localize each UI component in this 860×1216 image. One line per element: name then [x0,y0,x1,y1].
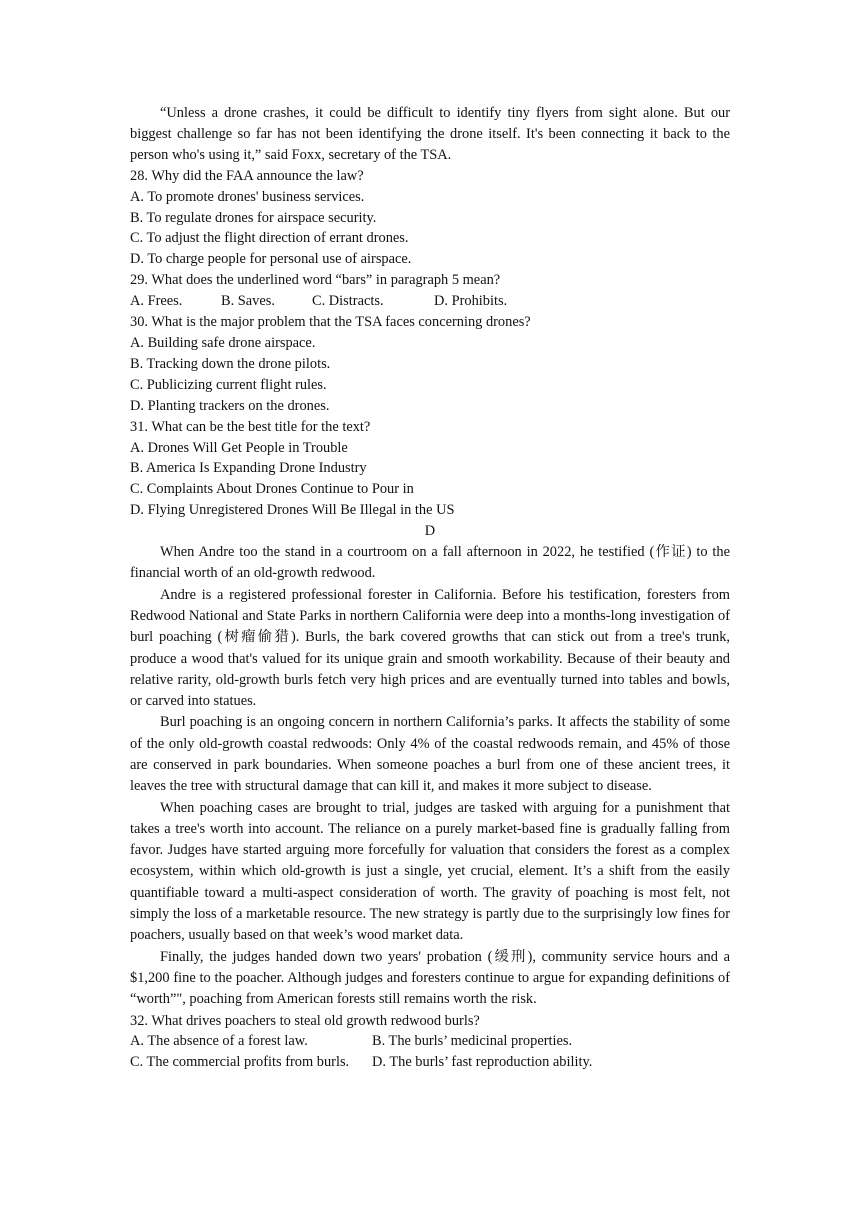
passage-d-paragraph-3: Burl poaching is an ongoing concern in northern California’s parks. It affects the stability of some of the only old-growth coastal redwoods: Only 4% of the coastal redwoods remain, and 45% of those are conserved in park boundaries. When someone poaches a burl from one of these ancient trees, it leaves the tree with structural damage that can kill it, and makes it more subject to disease. [130,714,730,795]
question-stem: 28. Why did the FAA announce the law? [130,167,364,184]
exam-page [130,103,730,1073]
question-stem: 31. What can be the best title for the text? [130,418,371,435]
passage-d-paragraph-2: Andre is a registered professional forester in California. Before his testification, foresters from Redwood National and State Parks in northern California were deep into a months-long investigation of burl poaching (树瘤偷猎). Burls, the bark covered growths that can stick out from a tree's trunk, produce a wood that's valued for its unique grain and smooth workability. Because of their beauty and relative rarity, old-growth burls fetch very high prices and are eventually turned into tables and bowls, or carved into statues. [130,586,730,710]
passage-d-paragraph-5: Finally, the judges handed down two years' probation (缓刑), community service hours and a $1,200 fine to the poacher. Although judges and foresters continue to argue for expanding definitions of “worth”", poaching from American forests still remains worth the risk. [130,948,730,1008]
question-29 [130,270,730,312]
option-a: A. The absence of a forest law. [130,1033,308,1050]
option-d: D. Planting trackers on the drones. [130,397,330,414]
question-32 [130,1011,730,1074]
option-b: B. Tracking down the drone pilots. [130,355,331,372]
question-stem: 30. What is the major problem that the TSA faces concerning drones? [130,314,531,331]
question-stem: 29. What does the underlined word “bars” in paragraph 5 mean? [130,272,501,289]
option-c: C. Distracts. [312,293,384,310]
option-c: C. The commercial profits from burls. [130,1054,350,1071]
passage-d-paragraph-4: When poaching cases are brought to trial, judges are tasked with arguing for a punishment that takes a tree's worth into account. The reliance on a purely market-based fine is gradually falling from favor. Judges have started arguing more forcefully for valuation that considers the forest as a complex ecosystem, within which old-growth is just a single, yet crucial, element. It’s a shift from the easily quantifiable toward a multi-aspect consideration of worth. The gravity of poaching is most felt, not simply the loss of a marketable resource. The new strategy is partly due to the surprisingly low fines for poachers, usually based on that week’s wood market data. [130,799,730,944]
option-b: B. America Is Expanding Drone Industry [130,460,367,477]
question-30 [130,312,730,417]
option-d: D. The burls’ fast reproduction ability. [372,1054,593,1071]
options-row [130,1031,730,1052]
question-31 [130,417,730,522]
option-c: C. Complaints About Drones Continue to Pour in [130,481,414,498]
option-c: C. Publicizing current flight rules. [130,376,327,393]
option-a: A. Building safe drone airspace. [130,334,316,351]
option-c: C. To adjust the flight direction of errant drones. [130,230,409,247]
option-a: A. To promote drones' business services. [130,188,365,205]
options-row [130,291,730,312]
option-b: B. The burls’ medicinal properties. [372,1033,573,1050]
option-b: B. To regulate drones for airspace security. [130,209,377,226]
passage-c-quote-paragraph: “Unless a drone crashes, it could be difficult to identify tiny flyers from sight alone. But our biggest challenge so far has not been identifying the drone itself. It's been connecting it back to the person who's using it,” said Foxx, secretary of the TSA. [130,105,730,163]
option-a: A. Frees. [130,293,183,310]
option-b: B. Saves. [221,293,275,310]
options-row [130,1052,730,1073]
option-d: D. Flying Unregistered Drones Will Be Illegal in the US [130,502,455,519]
passage-d-heading: D [424,523,436,540]
passage-d-paragraph-1: When Andre too the stand in a courtroom on a fall afternoon in 2022, he testified (作证) to the financial worth of an old-growth redwood. [130,544,730,582]
option-a: A. Drones Will Get People in Trouble [130,439,348,456]
option-d: D. To charge people for personal use of airspace. [130,251,412,268]
question-stem: 32. What drives poachers to steal old growth redwood burls? [130,1012,480,1029]
question-28 [130,166,730,271]
option-d: D. Prohibits. [434,293,508,310]
